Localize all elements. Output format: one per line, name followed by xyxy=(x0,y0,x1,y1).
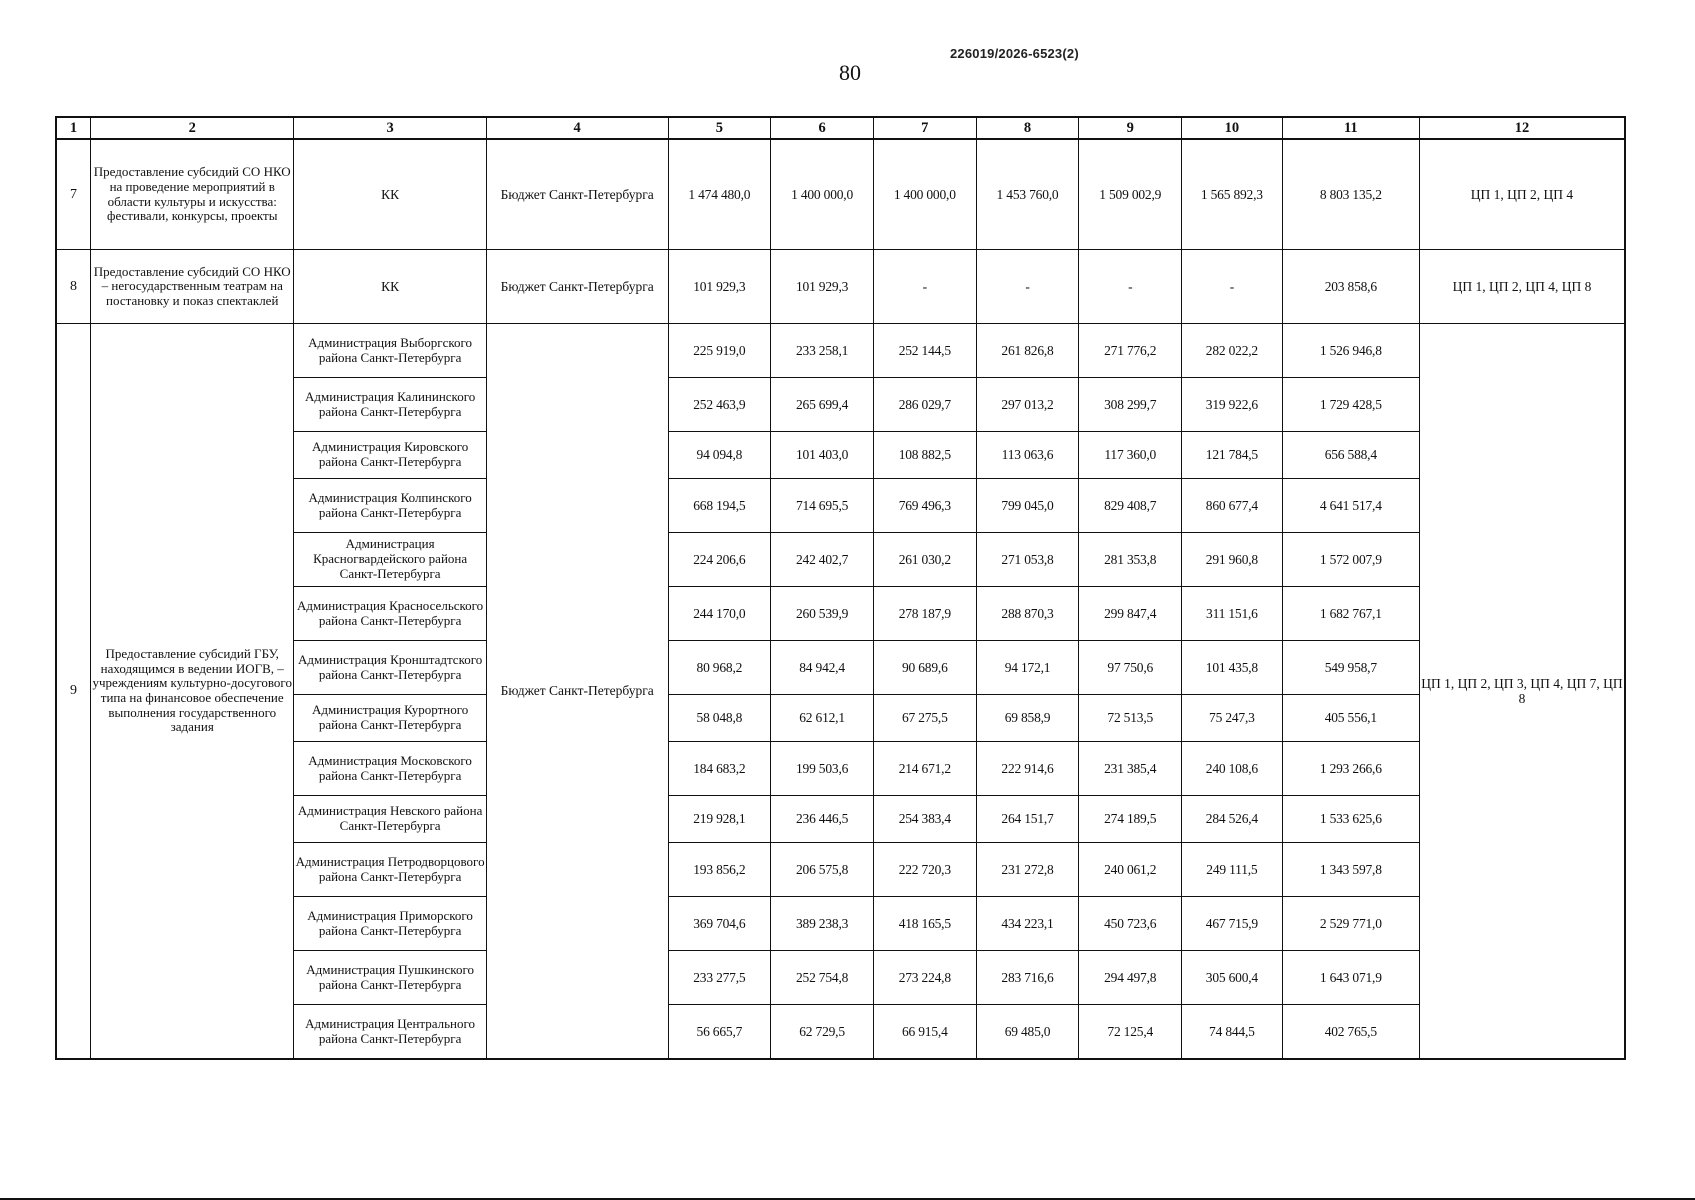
value-cell: 434 223,1 xyxy=(976,897,1079,951)
goals-cell: ЦП 1, ЦП 2, ЦП 4, ЦП 8 xyxy=(1419,250,1625,324)
value-cell: 62 729,5 xyxy=(771,1005,874,1060)
value-cell: 97 750,6 xyxy=(1079,641,1182,695)
header-cell: 11 xyxy=(1282,117,1419,139)
value-cell: 62 612,1 xyxy=(771,695,874,742)
executor-cell: Администрация Невского района Санкт-Петербурга xyxy=(294,796,486,843)
value-cell: 389 238,3 xyxy=(771,897,874,951)
total-cell: 8 803 135,2 xyxy=(1282,139,1419,250)
value-cell: 467 715,9 xyxy=(1182,897,1283,951)
value-cell: 291 960,8 xyxy=(1182,533,1283,587)
total-cell: 4 641 517,4 xyxy=(1282,479,1419,533)
value-cell: 222 914,6 xyxy=(976,742,1079,796)
budget-table xyxy=(55,116,1626,1060)
table-row-9-district xyxy=(56,324,1625,378)
value-cell: 184 683,2 xyxy=(668,742,771,796)
header-row xyxy=(56,117,1625,139)
value-cell: 418 165,5 xyxy=(873,897,976,951)
value-cell: 233 277,5 xyxy=(668,951,771,1005)
value-cell: 278 187,9 xyxy=(873,587,976,641)
total-cell: 1 682 767,1 xyxy=(1282,587,1419,641)
value-cell: 113 063,6 xyxy=(976,432,1079,479)
value-cell: 1 474 480,0 xyxy=(668,139,771,250)
value-cell: 121 784,5 xyxy=(1182,432,1283,479)
value-cell: 299 847,4 xyxy=(1079,587,1182,641)
value-cell: 294 497,8 xyxy=(1079,951,1182,1005)
value-cell: 72 125,4 xyxy=(1079,1005,1182,1060)
executor-cell: КК xyxy=(294,250,486,324)
value-cell: 214 671,2 xyxy=(873,742,976,796)
measure-description: Предоставление субсидий СО НКО – негосударственным театрам на постановку и показ спектаклей xyxy=(91,250,294,324)
value-cell: 714 695,5 xyxy=(771,479,874,533)
row-number: 8 xyxy=(56,250,91,324)
total-cell: 1 293 266,6 xyxy=(1282,742,1419,796)
value-cell: 252 144,5 xyxy=(873,324,976,378)
executor-cell: КК xyxy=(294,139,486,250)
executor-cell: Администрация Приморского района Санкт-Петербурга xyxy=(294,897,486,951)
value-cell: 273 224,8 xyxy=(873,951,976,1005)
value-cell: 1 400 000,0 xyxy=(873,139,976,250)
value-cell: 94 094,8 xyxy=(668,432,771,479)
goals-cell: ЦП 1, ЦП 2, ЦП 4 xyxy=(1419,139,1625,250)
value-cell: 244 170,0 xyxy=(668,587,771,641)
header-cell: 3 xyxy=(294,117,486,139)
value-cell: 74 844,5 xyxy=(1182,1005,1283,1060)
value-cell: 286 029,7 xyxy=(873,378,976,432)
value-cell: 668 194,5 xyxy=(668,479,771,533)
header-cell: 6 xyxy=(771,117,874,139)
value-cell: 261 826,8 xyxy=(976,324,1079,378)
measure-description: Предоставление субсидий СО НКО на проведение мероприятий в области культуры и искусства: фестивали, конкурсы, проекты xyxy=(91,139,294,250)
executor-cell: Администрация Московского района Санкт-Петербурга xyxy=(294,742,486,796)
value-cell: 72 513,5 xyxy=(1079,695,1182,742)
value-cell: 1 400 000,0 xyxy=(771,139,874,250)
value-cell: 264 151,7 xyxy=(976,796,1079,843)
value-cell: 860 677,4 xyxy=(1182,479,1283,533)
total-cell: 1 343 597,8 xyxy=(1282,843,1419,897)
header-cell: 1 xyxy=(56,117,91,139)
value-cell: 1 509 002,9 xyxy=(1079,139,1182,250)
executor-cell: Администрация Красносельского района Санкт-Петербурга xyxy=(294,587,486,641)
total-cell: 1 643 071,9 xyxy=(1282,951,1419,1005)
value-cell: - xyxy=(873,250,976,324)
value-cell: 199 503,6 xyxy=(771,742,874,796)
value-cell: 1 453 760,0 xyxy=(976,139,1079,250)
value-cell: 1 565 892,3 xyxy=(1182,139,1283,250)
executor-cell: Администрация Калининского района Санкт-Петербурга xyxy=(294,378,486,432)
funding-source: Бюджет Санкт-Петербурга xyxy=(486,324,668,1060)
value-cell: 231 385,4 xyxy=(1079,742,1182,796)
value-cell: 225 919,0 xyxy=(668,324,771,378)
page-number: 80 xyxy=(839,60,861,85)
executor-cell: Администрация Кронштадтского района Санкт-Петербурга xyxy=(294,641,486,695)
value-cell: - xyxy=(976,250,1079,324)
header-cell: 5 xyxy=(668,117,771,139)
value-cell: 252 754,8 xyxy=(771,951,874,1005)
value-cell: 242 402,7 xyxy=(771,533,874,587)
total-cell: 402 765,5 xyxy=(1282,1005,1419,1060)
value-cell: 271 776,2 xyxy=(1079,324,1182,378)
table-row-8 xyxy=(56,250,1625,324)
value-cell: 101 403,0 xyxy=(771,432,874,479)
value-cell: 206 575,8 xyxy=(771,843,874,897)
value-cell: 67 275,5 xyxy=(873,695,976,742)
value-cell: 224 206,6 xyxy=(668,533,771,587)
total-cell: 405 556,1 xyxy=(1282,695,1419,742)
value-cell: 450 723,6 xyxy=(1079,897,1182,951)
total-cell: 1 729 428,5 xyxy=(1282,378,1419,432)
value-cell: 66 915,4 xyxy=(873,1005,976,1060)
value-cell: 288 870,3 xyxy=(976,587,1079,641)
value-cell: - xyxy=(1079,250,1182,324)
value-cell: 101 929,3 xyxy=(668,250,771,324)
header-cell: 2 xyxy=(91,117,294,139)
document-registration-code: 226019/2026-6523(2) xyxy=(950,46,1079,61)
header-cell: 7 xyxy=(873,117,976,139)
value-cell: 240 061,2 xyxy=(1079,843,1182,897)
value-cell: 231 272,8 xyxy=(976,843,1079,897)
value-cell: 236 446,5 xyxy=(771,796,874,843)
value-cell: 252 463,9 xyxy=(668,378,771,432)
value-cell: 101 929,3 xyxy=(771,250,874,324)
header-cell: 10 xyxy=(1182,117,1283,139)
value-cell: 101 435,8 xyxy=(1182,641,1283,695)
value-cell: 84 942,4 xyxy=(771,641,874,695)
executor-cell: Администрация Пушкинского района Санкт-Петербурга xyxy=(294,951,486,1005)
value-cell: 254 383,4 xyxy=(873,796,976,843)
value-cell: 222 720,3 xyxy=(873,843,976,897)
value-cell: - xyxy=(1182,250,1283,324)
value-cell: 829 408,7 xyxy=(1079,479,1182,533)
value-cell: 282 022,2 xyxy=(1182,324,1283,378)
value-cell: 108 882,5 xyxy=(873,432,976,479)
header-cell: 12 xyxy=(1419,117,1625,139)
value-cell: 311 151,6 xyxy=(1182,587,1283,641)
value-cell: 261 030,2 xyxy=(873,533,976,587)
executor-cell: Администрация Выборгского района Санкт-Петербурга xyxy=(294,324,486,378)
value-cell: 193 856,2 xyxy=(668,843,771,897)
value-cell: 265 699,4 xyxy=(771,378,874,432)
measure-description: Предоставление субсидий ГБУ, находящимся в ведении ИОГВ, – учреждениям культурно-досугового типа на финансовое обеспечение выполнения государственного задания xyxy=(91,324,294,1060)
value-cell: 281 353,8 xyxy=(1079,533,1182,587)
total-cell: 203 858,6 xyxy=(1282,250,1419,324)
value-cell: 56 665,7 xyxy=(668,1005,771,1060)
executor-cell: Администрация Кировского района Санкт-Петербурга xyxy=(294,432,486,479)
value-cell: 90 689,6 xyxy=(873,641,976,695)
value-cell: 80 968,2 xyxy=(668,641,771,695)
total-cell: 1 533 625,6 xyxy=(1282,796,1419,843)
executor-cell: Администрация Петродворцового района Санкт-Петербурга xyxy=(294,843,486,897)
total-cell: 549 958,7 xyxy=(1282,641,1419,695)
value-cell: 271 053,8 xyxy=(976,533,1079,587)
value-cell: 69 485,0 xyxy=(976,1005,1079,1060)
value-cell: 117 360,0 xyxy=(1079,432,1182,479)
value-cell: 249 111,5 xyxy=(1182,843,1283,897)
value-cell: 233 258,1 xyxy=(771,324,874,378)
executor-cell: Администрация Колпинского района Санкт-Петербурга xyxy=(294,479,486,533)
value-cell: 284 526,4 xyxy=(1182,796,1283,843)
value-cell: 94 172,1 xyxy=(976,641,1079,695)
value-cell: 297 013,2 xyxy=(976,378,1079,432)
executor-cell: Администрация Курортного района Санкт-Петербурга xyxy=(294,695,486,742)
funding-source: Бюджет Санкт-Петербурга xyxy=(486,250,668,324)
value-cell: 308 299,7 xyxy=(1079,378,1182,432)
executor-cell: Администрация Красногвардейского района Санкт-Петербурга xyxy=(294,533,486,587)
value-cell: 219 928,1 xyxy=(668,796,771,843)
funding-source: Бюджет Санкт-Петербурга xyxy=(486,139,668,250)
header-cell: 9 xyxy=(1079,117,1182,139)
total-cell: 1 526 946,8 xyxy=(1282,324,1419,378)
value-cell: 319 922,6 xyxy=(1182,378,1283,432)
header-cell: 4 xyxy=(486,117,668,139)
value-cell: 283 716,6 xyxy=(976,951,1079,1005)
value-cell: 240 108,6 xyxy=(1182,742,1283,796)
table-header xyxy=(56,117,1625,139)
value-cell: 305 600,4 xyxy=(1182,951,1283,1005)
table-row-7 xyxy=(56,139,1625,250)
value-cell: 369 704,6 xyxy=(668,897,771,951)
executor-cell: Администрация Центрального района Санкт-Петербурга xyxy=(294,1005,486,1060)
value-cell: 769 496,3 xyxy=(873,479,976,533)
total-cell: 656 588,4 xyxy=(1282,432,1419,479)
total-cell: 1 572 007,9 xyxy=(1282,533,1419,587)
value-cell: 260 539,9 xyxy=(771,587,874,641)
value-cell: 274 189,5 xyxy=(1079,796,1182,843)
goals-cell: ЦП 1, ЦП 2, ЦП 3, ЦП 4, ЦП 7, ЦП 8 xyxy=(1419,324,1625,1060)
value-cell: 58 048,8 xyxy=(668,695,771,742)
value-cell: 75 247,3 xyxy=(1182,695,1283,742)
row-number: 7 xyxy=(56,139,91,250)
total-cell: 2 529 771,0 xyxy=(1282,897,1419,951)
row-number: 9 xyxy=(56,324,91,1060)
value-cell: 799 045,0 xyxy=(976,479,1079,533)
header-cell: 8 xyxy=(976,117,1079,139)
value-cell: 69 858,9 xyxy=(976,695,1079,742)
